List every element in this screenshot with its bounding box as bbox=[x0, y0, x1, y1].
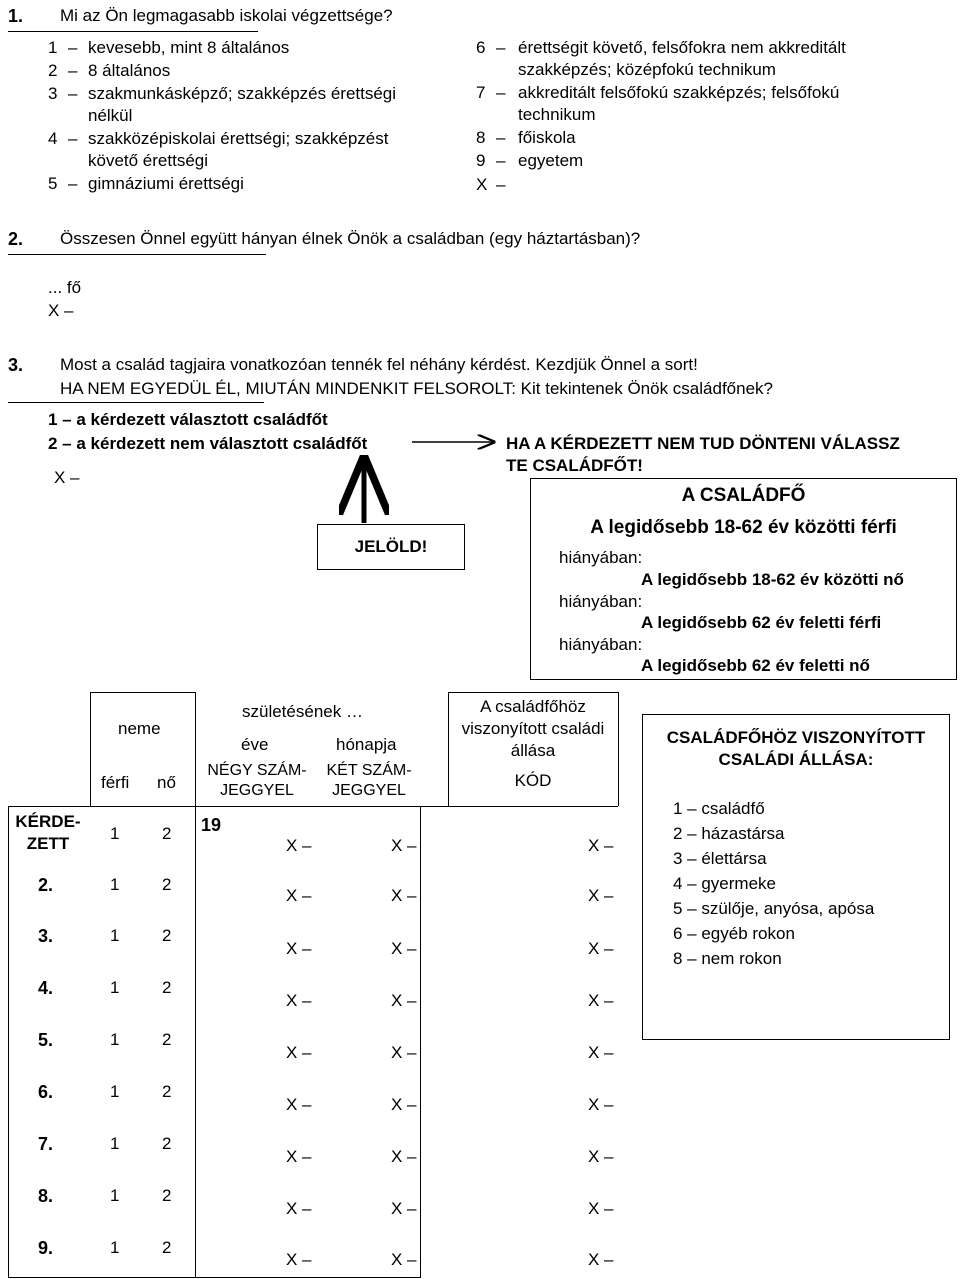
col-header-female: nő bbox=[157, 773, 176, 792]
year-note-line: NÉGY SZÁM- bbox=[207, 762, 307, 779]
month-x-option[interactable]: X – bbox=[391, 1043, 417, 1062]
code-x-option[interactable]: X – bbox=[588, 1147, 614, 1166]
code-x-option[interactable]: X – bbox=[588, 939, 614, 958]
year-x-option[interactable]: X – bbox=[286, 1199, 312, 1218]
gender-female-option[interactable]: 2 bbox=[162, 1030, 172, 1049]
q1-opt-code[interactable]: 2 bbox=[48, 61, 58, 80]
legend-item: 6 – egyéb rokon bbox=[673, 924, 795, 943]
code-x-option[interactable]: X – bbox=[588, 1250, 614, 1269]
gender-female-option[interactable]: 2 bbox=[162, 978, 172, 997]
q1-opt-text-cont: nélkül bbox=[88, 106, 133, 125]
col-header-gender: neme bbox=[118, 719, 161, 738]
year-x-option[interactable]: X – bbox=[286, 886, 312, 905]
month-x-option[interactable]: X – bbox=[391, 836, 417, 855]
choose-instruction: HA A KÉRDEZETT NEM TUD DÖNTENI VÁLASSZ bbox=[506, 434, 900, 453]
gender-male-option[interactable]: 1 bbox=[110, 978, 120, 997]
gender-male-option[interactable]: 1 bbox=[110, 1134, 120, 1153]
head-box-rule-1: A legidősebb 18-62 év közötti férfi bbox=[590, 517, 897, 538]
col-header-male: férfi bbox=[101, 773, 130, 792]
q1-opt-text: akkreditált felsőfokú szakképzés; felsőfokú bbox=[518, 83, 840, 102]
q1-opt-code[interactable]: 1 bbox=[48, 38, 58, 57]
jelold-label: JELÖLD! bbox=[354, 537, 428, 556]
q1-opt-text-cont: technikum bbox=[518, 105, 596, 124]
respondent-label-line: KÉRDE- bbox=[15, 812, 81, 831]
gender-male-option[interactable]: 1 bbox=[110, 1238, 120, 1257]
q1-opt-text: 8 általános bbox=[88, 61, 171, 80]
q1-opt-code[interactable]: X bbox=[476, 175, 488, 194]
gender-female-option[interactable]: 2 bbox=[162, 1186, 172, 1205]
q1-opt-code[interactable]: 6 bbox=[476, 38, 486, 57]
gender-male-option[interactable]: 1 bbox=[110, 1186, 120, 1205]
code-x-option[interactable]: X – bbox=[588, 886, 614, 905]
q3-instruction: HA NEM EGYEDÜL ÉL, MIUTÁN MINDENKIT FELSOROLT: Kit tekintenek Önök családfőnek? bbox=[60, 379, 773, 398]
year-x-option[interactable]: X – bbox=[286, 1095, 312, 1114]
q1-opt-code[interactable]: 7 bbox=[476, 83, 486, 102]
month-x-option[interactable]: X – bbox=[391, 1250, 417, 1269]
head-box-title: A CSALÁDFŐ bbox=[681, 485, 806, 506]
month-x-option[interactable]: X – bbox=[391, 1199, 417, 1218]
q2-x-option[interactable]: X – bbox=[48, 301, 74, 320]
q1-opt-text: főiskola bbox=[518, 128, 576, 147]
row-label: 7. bbox=[38, 1134, 54, 1154]
code-x-option[interactable]: X – bbox=[588, 1043, 614, 1062]
status-header-line: állása bbox=[510, 741, 556, 760]
q1-opt-text: egyetem bbox=[518, 151, 584, 170]
col-header-year-note bbox=[198, 761, 316, 801]
legend-item: 5 – szülője, anyósa, apósa bbox=[673, 899, 875, 918]
q3-number: 3. bbox=[8, 355, 24, 375]
row-label: 8. bbox=[38, 1186, 54, 1206]
q1-opt-text: gimnáziumi érettségi bbox=[88, 174, 244, 193]
legend-title bbox=[643, 727, 949, 771]
q3-option-2[interactable]: 2 – a kérdezett nem választott családfőt bbox=[48, 434, 368, 453]
row-label: 5. bbox=[38, 1030, 54, 1050]
col-header-birth: születésének … bbox=[242, 702, 363, 721]
q1-opt-code[interactable]: 4 bbox=[48, 129, 58, 148]
gender-female-option[interactable]: 2 bbox=[162, 926, 172, 945]
legend-item: 4 – gyermeke bbox=[673, 874, 776, 893]
gender-male-option[interactable]: 1 bbox=[110, 875, 120, 894]
legend-item: 1 – családfő bbox=[673, 799, 765, 818]
q2-number: 2. bbox=[8, 229, 24, 249]
q1-opt-text-cont: követő érettségi bbox=[88, 151, 209, 170]
row-label: 6. bbox=[38, 1082, 54, 1102]
q1-number: 1. bbox=[8, 6, 24, 26]
col-header-month: hónapja bbox=[336, 735, 397, 754]
row-label: 2. bbox=[38, 875, 54, 895]
gender-female-option[interactable]: 2 bbox=[162, 1238, 172, 1257]
q1-opt-code[interactable]: 9 bbox=[476, 151, 486, 170]
month-note-line: KÉT SZÁM- bbox=[326, 762, 412, 779]
month-x-option[interactable]: X – bbox=[391, 1147, 417, 1166]
year-x-option[interactable]: X – bbox=[286, 1043, 312, 1062]
gender-female-option[interactable]: 2 bbox=[162, 1134, 172, 1153]
legend-title-line: CSALÁDI ÁLLÁSA: bbox=[718, 750, 874, 769]
gender-female-option[interactable]: 2 bbox=[162, 875, 172, 894]
gender-female-option[interactable]: 2 bbox=[162, 1082, 172, 1101]
month-x-option[interactable]: X – bbox=[391, 1095, 417, 1114]
year-x-option[interactable]: X – bbox=[286, 836, 312, 855]
row-label-respondent bbox=[8, 811, 88, 855]
q1-opt-text: kevesebb, mint 8 általános bbox=[88, 38, 290, 57]
q1-opt-code[interactable]: 3 bbox=[48, 84, 58, 103]
col-header-status bbox=[448, 696, 618, 762]
choose-instruction-cont: TE CSALÁDFŐT! bbox=[506, 456, 643, 475]
legend-item: 8 – nem rokon bbox=[673, 949, 782, 968]
gender-male-option[interactable]: 1 bbox=[110, 926, 120, 945]
year-x-option[interactable]: X – bbox=[286, 991, 312, 1010]
col-header-month-note bbox=[310, 761, 428, 801]
head-of-family-box bbox=[530, 478, 957, 680]
row-label: 9. bbox=[38, 1238, 54, 1258]
code-x-option[interactable]: X – bbox=[588, 836, 614, 855]
legend-item: 3 – élettársa bbox=[673, 849, 767, 868]
q1-opt-text-cont: szakképzés; középfokú technikum bbox=[518, 60, 776, 79]
q1-opt-code[interactable]: 8 bbox=[476, 128, 486, 147]
year-note-line: JEGGYEL bbox=[220, 782, 294, 799]
gender-male-option[interactable]: 1 bbox=[110, 1082, 120, 1101]
legend-item: 2 – házastársa bbox=[673, 824, 785, 843]
relationship-legend-box bbox=[642, 714, 950, 1040]
gender-male-option[interactable]: 1 bbox=[110, 1030, 120, 1049]
head-box-rule-2: A legidősebb 18-62 év közötti nő bbox=[641, 570, 904, 589]
legend-title-line: CSALÁDFŐHÖZ VISZONYÍTOTT bbox=[666, 728, 926, 747]
q3-option-1[interactable]: 1 – a kérdezett választott családfőt bbox=[48, 410, 328, 429]
q1-question: Mi az Ön legmagasabb iskolai végzettsége? bbox=[60, 6, 393, 25]
head-box-rule-4: A legidősebb 62 év feletti nő bbox=[641, 656, 870, 675]
month-x-option[interactable]: X – bbox=[391, 886, 417, 905]
q2-answer-field[interactable]: ... fő bbox=[48, 278, 82, 297]
code-x-option[interactable]: X – bbox=[588, 991, 614, 1010]
head-box-rule-3: A legidősebb 62 év feletti férfi bbox=[641, 613, 882, 632]
q1-opt-code[interactable]: 5 bbox=[48, 174, 58, 193]
q2-question: Összesen Önnel együtt hányan élnek Önök a családban (egy háztartásban)? bbox=[60, 229, 641, 248]
jelold-box bbox=[317, 524, 465, 570]
month-x-option[interactable]: X – bbox=[391, 939, 417, 958]
q1-opt-text: érettségit követő, felsőfokra nem akkreditált bbox=[518, 38, 846, 57]
col-header-year: éve bbox=[241, 735, 269, 754]
status-header-line: viszonyított családi bbox=[461, 719, 605, 738]
q1-opt-text: szakközépiskolai érettségi; szakképzést bbox=[88, 129, 389, 148]
status-header-line: A családfőhöz bbox=[480, 697, 586, 716]
row-label: 3. bbox=[38, 926, 54, 946]
col-header-code: KÓD bbox=[514, 771, 552, 790]
head-box-absent: hiányában: bbox=[559, 592, 643, 611]
row-label: 4. bbox=[38, 978, 54, 998]
q1-opt-text: szakmunkásképző; szakképzés érettségi bbox=[88, 84, 397, 103]
month-note-line: JEGGYEL bbox=[332, 782, 406, 799]
code-x-option[interactable]: X – bbox=[588, 1095, 614, 1114]
head-box-absent: hiányában: bbox=[559, 635, 643, 654]
year-prefix: 19 bbox=[201, 815, 222, 835]
code-x-option[interactable]: X – bbox=[588, 1199, 614, 1218]
gender-female-option[interactable]: 2 bbox=[162, 824, 172, 843]
month-x-option[interactable]: X – bbox=[391, 991, 417, 1010]
year-x-option[interactable]: X – bbox=[286, 1250, 312, 1269]
gender-male-option[interactable]: 1 bbox=[110, 824, 120, 843]
head-box-absent: hiányában: bbox=[559, 548, 643, 567]
year-x-option[interactable]: X – bbox=[286, 939, 312, 958]
q3-question: Most a család tagjaira vonatkozóan tennék fel néhány kérdést. Kezdjük Önnel a sort! bbox=[60, 355, 698, 374]
respondent-label-line: ZETT bbox=[26, 834, 70, 853]
q3-x-option[interactable]: X – bbox=[54, 468, 80, 487]
year-x-option[interactable]: X – bbox=[286, 1147, 312, 1166]
